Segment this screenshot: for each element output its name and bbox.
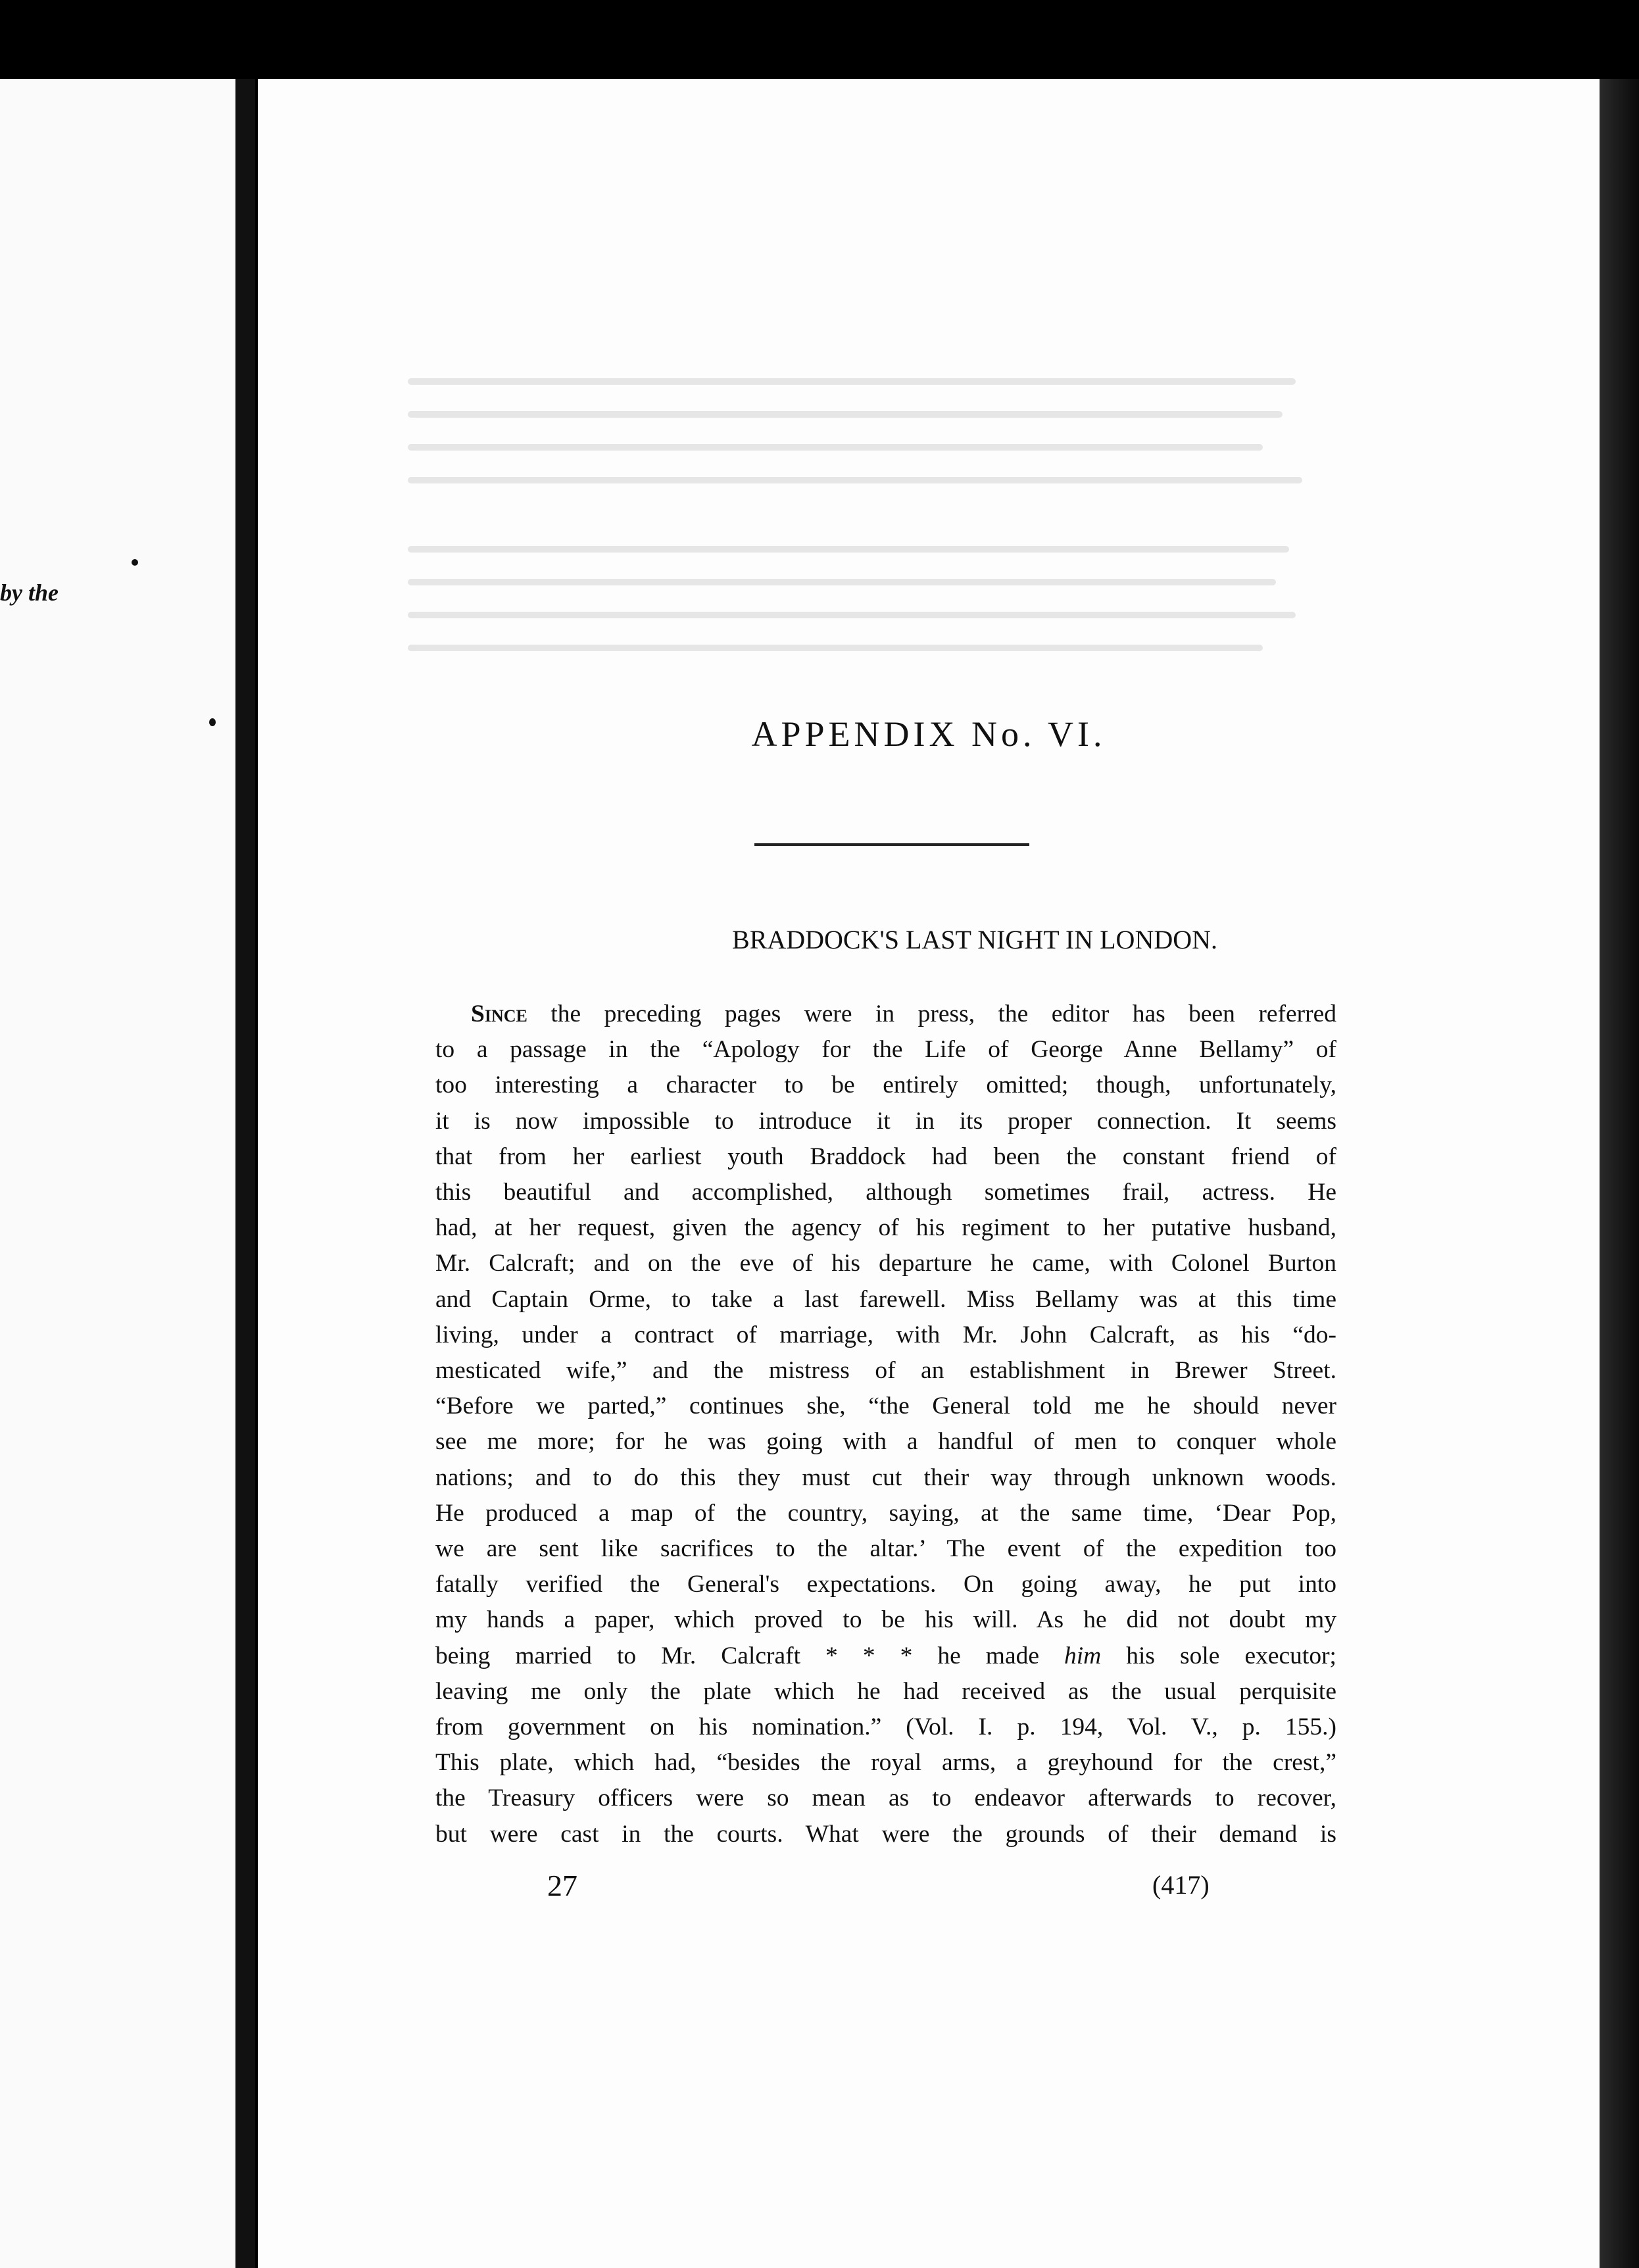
body-line: but were cast in the courts. What were the grounds of their demand is — [435, 1820, 1336, 1848]
body-line: He produced a map of the country, saying, at the same time, ‘Dear Pop, — [435, 1499, 1336, 1527]
show-through — [408, 411, 1283, 418]
body-line: Since the preceding pages were in press, the editor has been referred — [471, 1000, 1336, 1027]
show-through — [408, 378, 1296, 385]
signature-mark: 27 — [547, 1869, 577, 1902]
appendix-title: APPENDIX No. VI. — [751, 714, 1106, 754]
body-line: my hands a paper, which proved to be his will. As he did not doubt my — [435, 1606, 1336, 1634]
gutter-shadow — [235, 79, 255, 2268]
body-line: being married to Mr. Calcraft * * * he made him his sole executor; — [435, 1642, 1336, 1669]
body-line: This plate, which had, “besides the royal arms, a greyhound for the crest,” — [435, 1749, 1336, 1777]
body-line: had, at her request, given the agency of his regiment to her putative husband, — [435, 1214, 1336, 1242]
body-line: that from her earliest youth Braddock had been the constant friend of — [435, 1143, 1336, 1170]
body-line: nations; and to do this they must cut their way through unknown woods. — [435, 1464, 1336, 1491]
body-line: from government on his nomination.” (Vol. I. p. 194, Vol. V., p. 155.) — [435, 1713, 1336, 1741]
body-line: it is now impossible to introduce it in its proper connection. It seems — [435, 1107, 1336, 1135]
page-edge-shadow — [1600, 79, 1639, 2268]
emphasis: him — [1064, 1642, 1102, 1669]
body-line: living, under a contract of marriage, with Mr. John Calcraft, as his “do- — [435, 1321, 1336, 1348]
show-through — [408, 645, 1263, 651]
body-line: the Treasury officers were so mean as to endeavor afterwards to recover, — [435, 1785, 1336, 1812]
body-line: Mr. Calcraft; and on the eve of his departure he came, with Colonel Burton — [435, 1250, 1336, 1277]
body-line: mesticated wife,” and the mistress of an establishment in Brewer Street. — [435, 1357, 1336, 1385]
body-line: we are sent like sacrifices to the altar.’ The event of the expedition too — [435, 1535, 1336, 1563]
ink-speck — [209, 718, 216, 726]
show-through — [408, 444, 1263, 451]
show-through — [408, 546, 1289, 553]
drop-lead-word: Since — [471, 1000, 527, 1027]
body-line: to a passage in the “Apology for the Life of George Anne Bellamy” of — [435, 1036, 1336, 1064]
section-heading: BRADDOCK'S LAST NIGHT IN LONDON. — [732, 925, 1217, 954]
body-line: “Before we parted,” continues she, “the General told me he should never — [435, 1393, 1336, 1420]
show-through — [408, 612, 1296, 618]
body-line: this beautiful and accomplished, although sometimes frail, actress. He — [435, 1179, 1336, 1206]
body-line: see me more; for he was going with a handful of men to conquer whole — [435, 1428, 1336, 1456]
page-number: (417) — [1152, 1870, 1210, 1900]
body-line: leaving me only the plate which he had received as the usual perquisite — [435, 1677, 1336, 1705]
body-text — [435, 997, 1336, 1852]
show-through — [408, 477, 1302, 483]
facing-page — [0, 79, 238, 2268]
ink-speck — [132, 559, 138, 566]
show-through — [408, 579, 1276, 585]
title-rule — [754, 843, 1029, 846]
body-line: fatally verified the General's expectations. On going away, he put into — [435, 1571, 1336, 1598]
facing-page-fragment: by the — [0, 579, 59, 606]
body-line: too interesting a character to be entirely omitted; though, unfortunately, — [435, 1072, 1336, 1099]
body-line: and Captain Orme, to take a last farewell. Miss Bellamy was at this time — [435, 1285, 1336, 1313]
